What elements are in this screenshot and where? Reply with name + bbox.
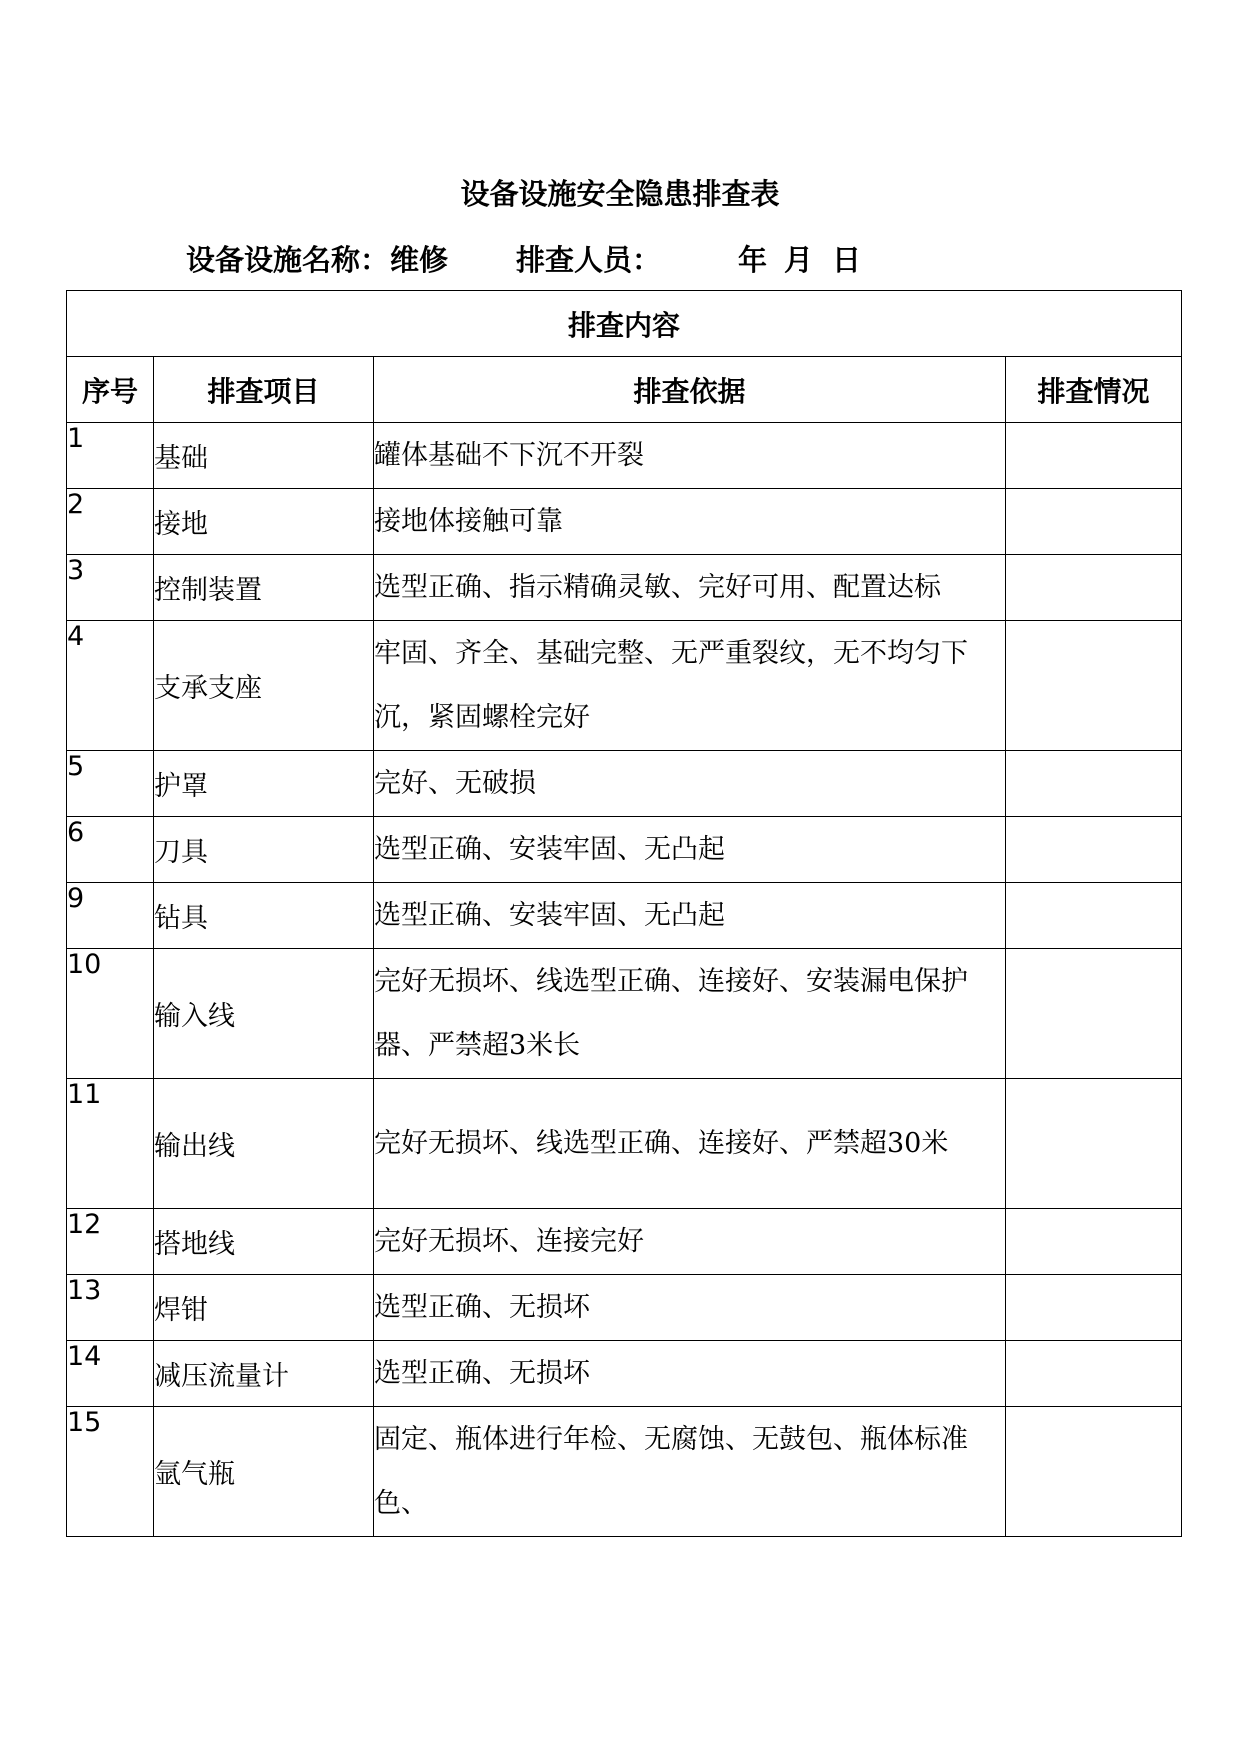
- row-no: 14: [67, 1341, 154, 1407]
- row-status-cell[interactable]: [1006, 883, 1182, 949]
- row-basis: 完好、无破损: [374, 751, 1006, 817]
- table-row: [67, 423, 1182, 489]
- row-status-cell[interactable]: [1006, 489, 1182, 555]
- row-basis: 罐体基础不下沉不开裂: [374, 423, 1006, 489]
- table-row: [67, 949, 1182, 1079]
- date-day-label: 日: [832, 243, 862, 277]
- row-basis: 完好无损坏、连接完好: [374, 1209, 1006, 1275]
- row-item: 基础: [154, 423, 374, 489]
- equipment-name-label: 设备设施名称：: [186, 243, 390, 277]
- row-basis: 选型正确、指示精确灵敏、完好可用、配置达标: [374, 555, 1006, 621]
- row-basis: 完好无损坏、线选型正确、连接好、安装漏电保护器、严禁超3米长: [374, 949, 1006, 1079]
- row-item: 输出线: [154, 1079, 374, 1209]
- row-no: 10: [67, 949, 154, 1079]
- equipment-name-value: 维修: [390, 243, 449, 277]
- row-no: 1: [67, 423, 154, 489]
- date-year-label: 年: [738, 243, 768, 277]
- table-row: [67, 883, 1182, 949]
- column-header-item: 排查项目: [154, 357, 374, 423]
- row-no: 2: [67, 489, 154, 555]
- row-status-cell[interactable]: [1006, 1079, 1182, 1209]
- page-title: 设备设施安全隐患排查表: [460, 177, 780, 211]
- row-no: 15: [67, 1407, 154, 1537]
- row-item: 氩气瓶: [154, 1407, 374, 1537]
- row-basis: 固定、瓶体进行年检、无腐蚀、无鼓包、瓶体标准色、: [374, 1407, 1006, 1537]
- row-no: 11: [67, 1079, 154, 1209]
- table-row: [67, 1079, 1182, 1209]
- row-status-cell[interactable]: [1006, 1407, 1182, 1537]
- info-line: [0, 238, 1240, 282]
- row-basis: 选型正确、安装牢固、无凸起: [374, 883, 1006, 949]
- table-caption-row: [67, 291, 1182, 357]
- table-row: [67, 489, 1182, 555]
- row-status-cell[interactable]: [1006, 423, 1182, 489]
- column-header-status: 排查情况: [1006, 357, 1182, 423]
- table-row: [67, 1341, 1182, 1407]
- table-row: [67, 621, 1182, 751]
- row-no: 9: [67, 883, 154, 949]
- row-no: 3: [67, 555, 154, 621]
- table-row: [67, 817, 1182, 883]
- row-item: 焊钳: [154, 1275, 374, 1341]
- table-row: [67, 1407, 1182, 1537]
- row-no: 13: [67, 1275, 154, 1341]
- row-basis: 选型正确、无损坏: [374, 1341, 1006, 1407]
- row-basis: 牢固、齐全、基础完整、无严重裂纹，无不均匀下沉，紧固螺栓完好: [374, 621, 1006, 751]
- row-no: 6: [67, 817, 154, 883]
- row-status-cell[interactable]: [1006, 621, 1182, 751]
- row-basis: 选型正确、无损坏: [374, 1275, 1006, 1341]
- table-row: [67, 1209, 1182, 1275]
- row-status-cell[interactable]: [1006, 1275, 1182, 1341]
- row-basis: 选型正确、安装牢固、无凸起: [374, 817, 1006, 883]
- row-item: 控制装置: [154, 555, 374, 621]
- row-basis: 完好无损坏、线选型正确、连接好、严禁超30米: [374, 1079, 1006, 1209]
- table-row: [67, 555, 1182, 621]
- row-status-cell[interactable]: [1006, 817, 1182, 883]
- inspection-table: [66, 290, 1182, 1537]
- row-item: 护罩: [154, 751, 374, 817]
- row-no: 12: [67, 1209, 154, 1275]
- date-month-label: 月: [784, 243, 814, 277]
- inspector-label: 排查人员：: [516, 243, 662, 277]
- table-row: [67, 1275, 1182, 1341]
- row-status-cell[interactable]: [1006, 1341, 1182, 1407]
- row-status-cell[interactable]: [1006, 949, 1182, 1079]
- row-item: 减压流量计: [154, 1341, 374, 1407]
- row-item: 刀具: [154, 817, 374, 883]
- row-no: 5: [67, 751, 154, 817]
- row-status-cell[interactable]: [1006, 1209, 1182, 1275]
- row-no: 4: [67, 621, 154, 751]
- row-status-cell[interactable]: [1006, 555, 1182, 621]
- row-basis: 接地体接触可靠: [374, 489, 1006, 555]
- table-row: [67, 751, 1182, 817]
- table-header-row: [67, 357, 1182, 423]
- column-header-basis: 排查依据: [374, 357, 1006, 423]
- row-item: 钻具: [154, 883, 374, 949]
- table-caption: 排查内容: [67, 291, 1182, 357]
- row-item: 输入线: [154, 949, 374, 1079]
- row-item: 接地: [154, 489, 374, 555]
- column-header-no: 序号: [67, 357, 154, 423]
- row-item: 搭地线: [154, 1209, 374, 1275]
- row-status-cell[interactable]: [1006, 751, 1182, 817]
- row-item: 支承支座: [154, 621, 374, 751]
